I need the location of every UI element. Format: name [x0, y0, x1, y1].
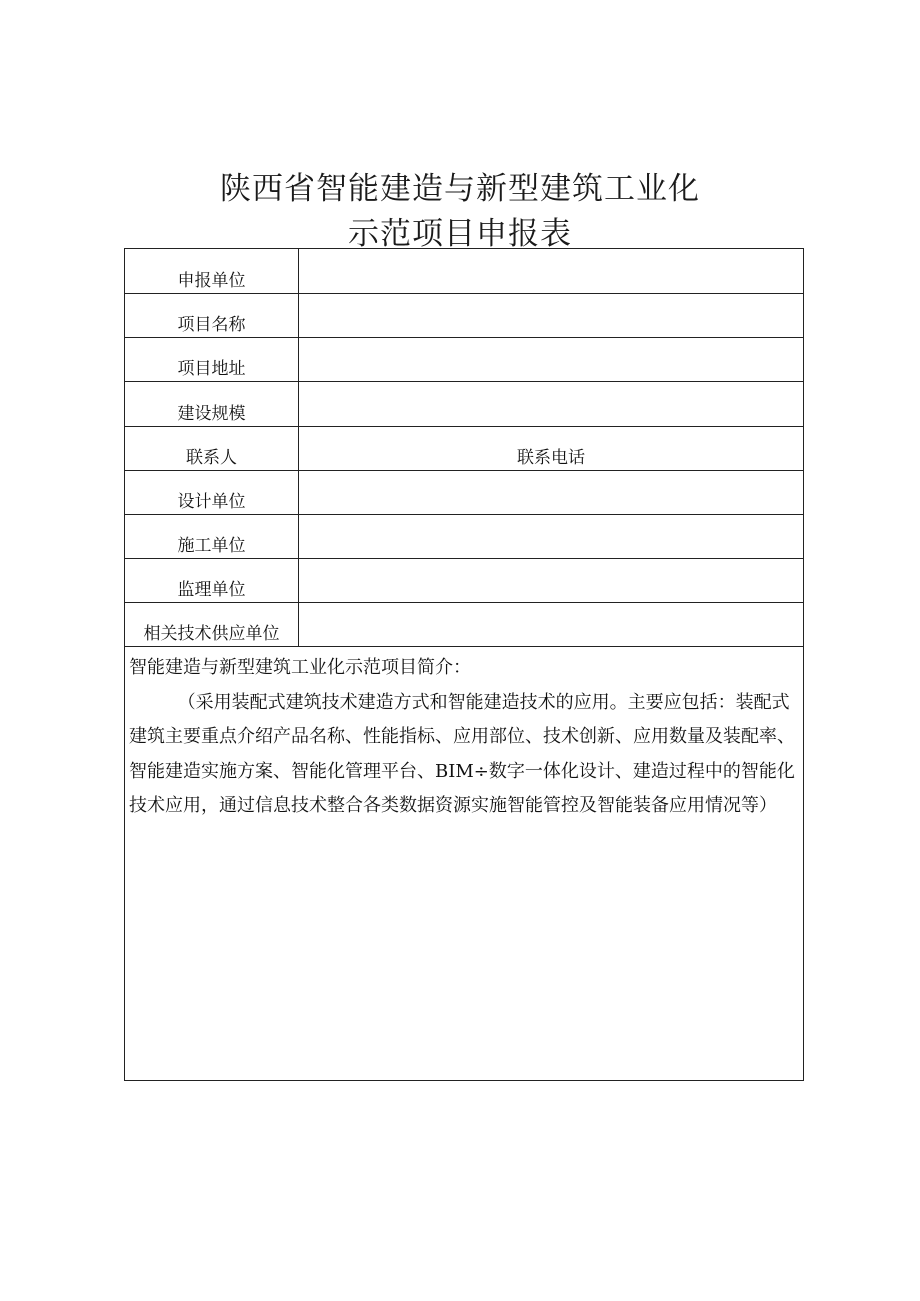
label-project-address: 项目地址 — [125, 337, 299, 381]
label-applicant-unit: 申报单位 — [125, 249, 299, 293]
label-contact-person: 联系人 — [125, 426, 299, 470]
row-supervision-unit — [125, 558, 803, 603]
project-intro-section[interactable] — [125, 647, 803, 1080]
field-design-unit[interactable] — [299, 470, 803, 514]
row-construction-unit — [125, 514, 803, 559]
field-contact-person[interactable] — [299, 426, 803, 470]
application-form-table — [124, 248, 804, 1081]
row-construction-scale — [125, 382, 803, 427]
label-tech-supplier: 相关技术供应单位 — [125, 602, 299, 646]
intro-heading: 智能建造与新型建筑工业化示范项目简介： — [129, 657, 471, 678]
row-contact — [125, 426, 803, 471]
field-project-address[interactable] — [299, 337, 803, 381]
intro-body: （采用装配式建筑技术建造方式和智能建造技术的应用。主要应包括：装配式建筑主要重点介绍产品名称、性能指标、应用部位、技术创新、应用数量及装配率、智能建造实施方案、智能化管理平台、BIM÷数字一体化设计、建造过程中的智能化技术应用，通过信息技术整合各类数据资源实施智能管控及智能装备应用情况等） — [129, 691, 795, 816]
row-applicant-unit — [125, 249, 803, 294]
label-contact-phone: 联系电话 — [517, 448, 585, 468]
field-construction-scale[interactable] — [299, 382, 803, 426]
field-construction-unit[interactable] — [299, 514, 803, 558]
row-tech-supplier — [125, 602, 803, 647]
field-tech-supplier[interactable] — [299, 602, 803, 646]
label-supervision-unit: 监理单位 — [125, 558, 299, 602]
label-construction-unit: 施工单位 — [125, 514, 299, 558]
field-applicant-unit[interactable] — [299, 249, 803, 293]
label-construction-scale: 建设规模 — [125, 382, 299, 426]
row-design-unit — [125, 470, 803, 515]
label-design-unit: 设计单位 — [125, 470, 299, 514]
field-project-name[interactable] — [299, 293, 803, 337]
row-project-name — [125, 293, 803, 338]
row-project-address — [125, 337, 803, 382]
field-supervision-unit[interactable] — [299, 558, 803, 602]
document-title-line1: 陕西省智能建造与新型建筑工业化 — [220, 171, 700, 207]
document-title-line2: 示范项目申报表 — [348, 216, 572, 252]
label-project-name: 项目名称 — [125, 293, 299, 337]
